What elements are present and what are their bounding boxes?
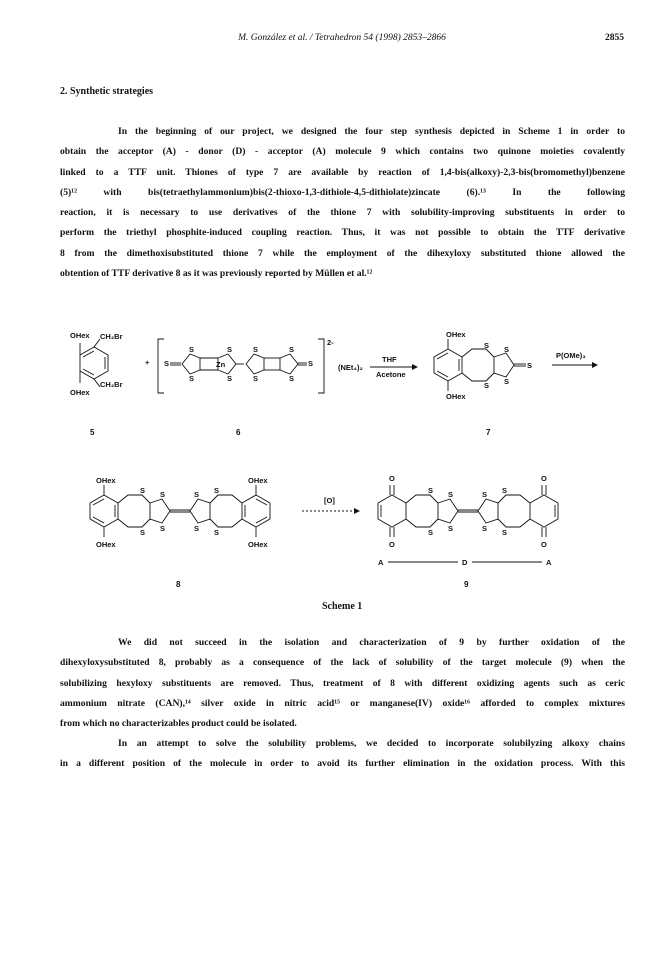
paragraph-line: We did not succeed in the isolation and characterization of 9 by further oxidation of the: [118, 637, 625, 648]
compound-6-s-right: S: [308, 359, 314, 368]
paragraph-line: from which no characterizables product could be isolated.: [60, 718, 297, 730]
paragraph-oxidation-attempts: [60, 633, 625, 734]
sulfur-atom-label: S: [160, 524, 166, 533]
compound-8-ohex-top-left: OHex: [96, 476, 116, 485]
compound-number-8: 8: [176, 580, 181, 589]
sulfur-atom-label: S: [504, 345, 510, 354]
paragraph-line: obtain the acceptor (A) - donor (D) - acceptor (A) molecule 9 which contains two quinone moieties covalently: [60, 146, 625, 158]
paragraph-line: obtention of TTF derivative 8 as it was previously reported by Müllen et al.¹²: [60, 268, 373, 280]
sulfur-atom-label: S: [214, 528, 220, 537]
compound-8-ohex-bottom-left: OHex: [96, 540, 116, 549]
compound-5-ohex-top: OHex: [70, 331, 90, 340]
compound-number-9: 9: [464, 580, 469, 589]
sulfur-atom-label: S: [227, 374, 233, 383]
running-head: [60, 33, 624, 49]
compound-8-structure: [90, 476, 270, 549]
compound-5-ch2br-top: CH₂Br: [100, 332, 123, 341]
oxidation-label: [O]: [324, 496, 335, 505]
sulfur-atom-label: S: [448, 524, 454, 533]
paragraph-line: solubilizing hexyloxy substituents are removed. Thus, treatment of 8 with different oxidizing agents such as ceric: [60, 677, 625, 689]
oxygen-atom-label: O: [541, 540, 547, 549]
acceptor-right-label: A: [546, 558, 552, 567]
oxygen-atom-label: O: [389, 540, 395, 549]
paragraph-synthesis-design: [60, 122, 625, 284]
sulfur-atom-label: S: [428, 486, 434, 495]
compound-number-6: 6: [236, 428, 241, 437]
sulfur-atom-label: S: [227, 345, 233, 354]
compound-6-charge: 2-: [327, 338, 334, 347]
paragraph-line: (5)¹² with bis(tetraethylammonium)bis(2-thioxo-1,3-dithiole-4,5-dithiolate)zincate (6).¹³ In the following: [60, 186, 625, 198]
counterion-label: (NEt₄)₂: [338, 363, 363, 372]
compound-number-7: 7: [486, 428, 491, 437]
sulfur-atom-label: S: [253, 374, 259, 383]
sulfur-atom-label: S: [484, 381, 490, 390]
compound-8-ohex-bottom-right: OHex: [248, 540, 268, 549]
sulfur-atom-label: S: [189, 374, 195, 383]
paragraph-line: reaction, it is necessary to use derivatives of the thione 7 with solubility-improving substituents in order to: [60, 207, 625, 219]
scheme-caption: Scheme 1: [322, 601, 363, 612]
paragraph-line: 8 from the dimethoxisubstituted thione 7 while the employment of the dihexyloxy substituted thione allowed the: [60, 247, 625, 259]
solvent-thf: THF: [382, 355, 397, 364]
sulfur-atom-label: S: [189, 345, 195, 354]
paragraph-solubility-approach: [60, 734, 625, 775]
sulfur-atom-label: S: [140, 528, 146, 537]
sulfur-atom-label: S: [160, 490, 166, 499]
paragraph-line: in a different position of the molecule in order to avoid its further elimination in the oxidation process. With this: [60, 758, 625, 770]
sulfur-atom-label: S: [140, 486, 146, 495]
paragraph-line: ammonium nitrate (CAN),¹⁴ silver oxide in nitric acid¹⁵ or manganese(IV) oxide¹⁶ afforded to complex mixtures: [60, 697, 625, 709]
acceptor-left-label: A: [378, 558, 384, 567]
compound-6-s-left: S: [164, 359, 170, 368]
oxygen-atom-label: O: [541, 474, 547, 483]
sulfur-atom-label: S: [289, 345, 295, 354]
paragraph-line: linked to a TTF unit. Thiones of type 7 are available by reaction of 1,4-bis(alkoxy)-2,3-bis(bromomethyl)benzene: [60, 166, 625, 178]
sulfur-atom-label: S: [502, 486, 508, 495]
sulfur-atom-label: S: [527, 361, 533, 370]
page-number: 2855: [605, 33, 624, 43]
sulfur-atom-label: S: [484, 341, 490, 350]
solvent-acetone: Acetone: [376, 370, 406, 379]
compound-7-ohex-bottom: OHex: [446, 392, 466, 401]
sulfur-atom-label: S: [214, 486, 220, 495]
sulfur-atom-label: S: [448, 490, 454, 499]
compound-5-ch2br-bottom: CH₂Br: [100, 380, 123, 389]
compound-6-zn: Zn: [216, 360, 226, 369]
paragraph-line: perform the triethyl phosphite-induced coupling reaction. Thus, it was not possible to obtain the TTF derivative: [60, 227, 625, 239]
section-heading: 2. Synthetic strategies: [60, 86, 154, 97]
oxygen-atom-label: O: [389, 474, 395, 483]
plus-sign: +: [145, 358, 150, 367]
compound-7-structure: [434, 330, 532, 401]
scheme-drawing: [60, 325, 625, 615]
paragraph-line: dihexyloxysubstituted 8, probably as a consequence of the lack of solubility of the target molecule (9) when the: [60, 657, 625, 669]
sulfur-atom-label: S: [428, 528, 434, 537]
sulfur-atom-label: S: [482, 524, 488, 533]
paragraph-line: In an attempt to solve the solubility problems, we decided to incorporate solubilyzing alkoxy chains: [118, 738, 625, 749]
reagent-phosphite: P(OMe)₃: [556, 351, 586, 360]
scheme-figure: [60, 325, 625, 615]
donor-label: D: [462, 558, 468, 567]
sulfur-atom-label: S: [482, 490, 488, 499]
sulfur-atom-label: S: [253, 345, 259, 354]
running-title: M. González et al. / Tetrahedron 54 (1998) 2853–2866: [238, 33, 446, 43]
compound-5-ohex-bottom: OHex: [70, 388, 90, 397]
compound-number-5: 5: [90, 428, 95, 437]
compound-9-structure: [378, 474, 558, 549]
compound-6-structure: [158, 338, 334, 393]
sulfur-atom-label: S: [502, 528, 508, 537]
compound-7-ohex-top: OHex: [446, 330, 466, 339]
sulfur-atom-label: S: [194, 524, 200, 533]
sulfur-atom-label: S: [504, 377, 510, 386]
sulfur-atom-label: S: [289, 374, 295, 383]
compound-8-ohex-top-right: OHex: [248, 476, 268, 485]
paragraph-line: In the beginning of our project, we designed the four step synthesis depicted in Scheme 1 in order to: [118, 126, 625, 137]
compound-5-structure: [70, 331, 123, 397]
sulfur-atom-label: S: [194, 490, 200, 499]
